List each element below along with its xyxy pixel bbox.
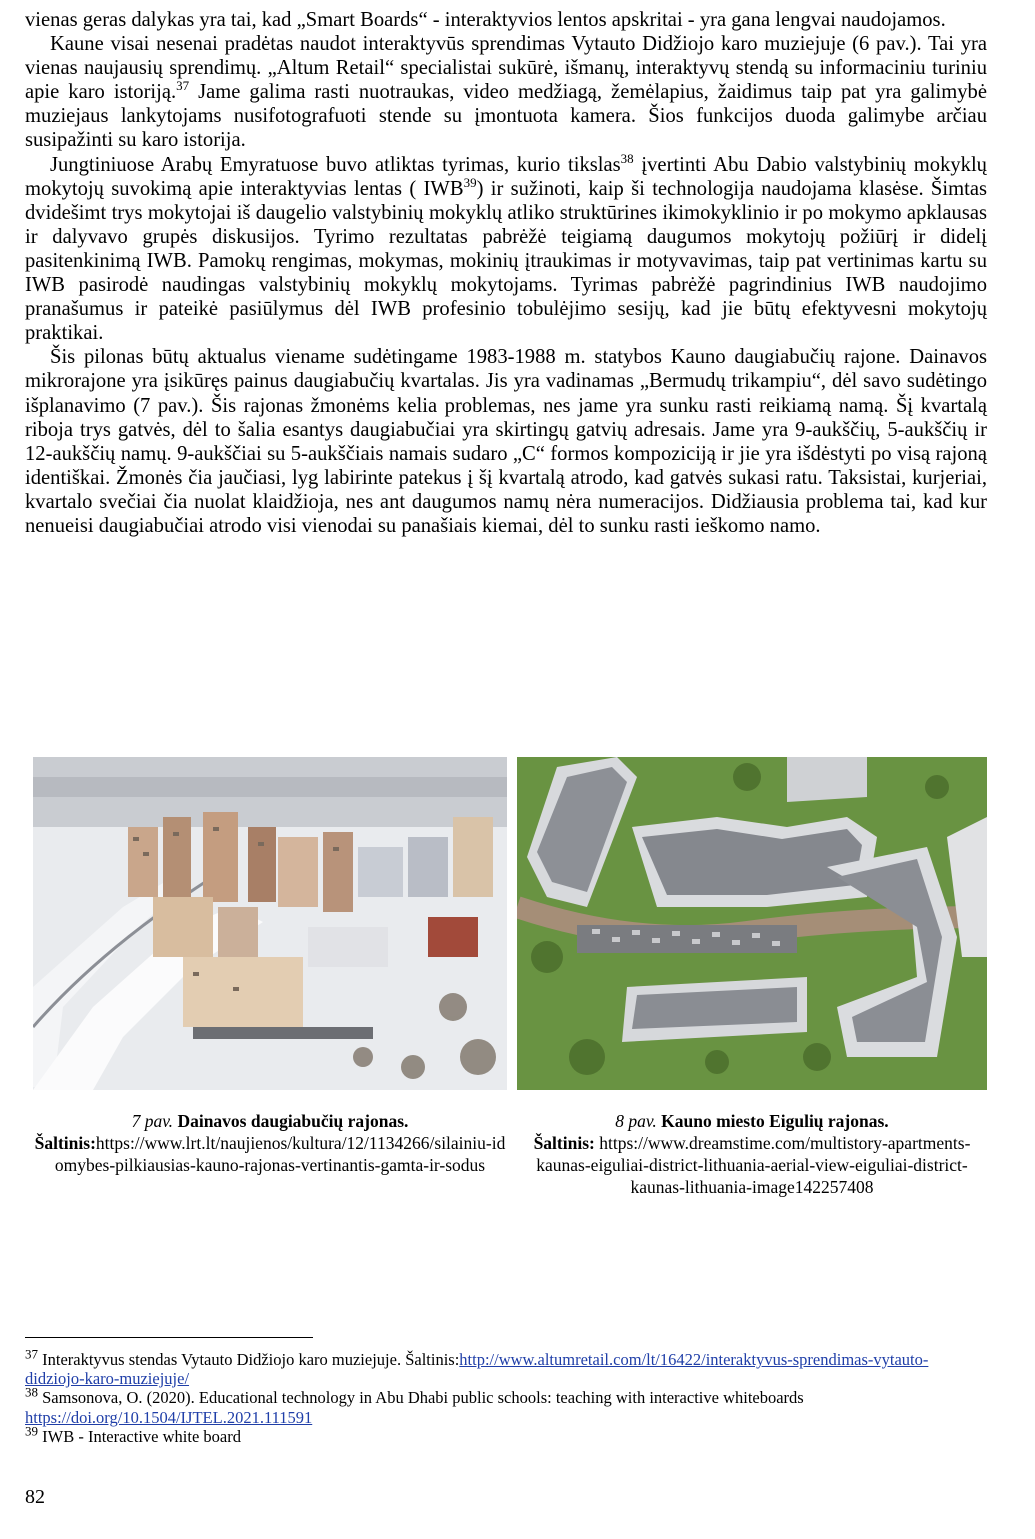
caption-7-title: Dainavos daugiabučių rajonas. <box>177 1111 409 1131</box>
paragraph-2-text-a: Kaune visai nesenai pradėtas naudot interaktyvūs sprendimas Vytauto Didžiojo karo muziejuje (6 pav.). Tai yra vienas naujausių sprendimų. „Altum Retail“ specialistai sukūrė, išmanų, interaktyvų stendą su informaciniu turiniu apie karo istoriją. <box>25 33 987 104</box>
paragraph-2 <box>25 32 987 152</box>
footnote-38 <box>25 1384 987 1427</box>
paragraph-1: vienas geras dalykas yra tai, kad „Smart Boards“ - interaktyvios lentos apskritai - yra gana lengvai naudojamos. <box>25 9 946 31</box>
caption-7-title-line <box>33 1110 507 1132</box>
footnote-38-text: Samsonova, O. (2020). Educational technology in Abu Dhabi public schools: teaching with interactive whiteboards <box>38 1388 804 1408</box>
footnotes <box>25 1346 987 1446</box>
figure-caption-7 <box>33 1110 507 1176</box>
caption-7-source-url: https://www.lrt.lt/naujienos/kultura/12/1134266/silainiu-idomybes-pilkiausias-kauno-rajonas-vertinantis-gamta-ir-sodus <box>54 1133 506 1175</box>
figure-eiguliai-photo <box>517 757 987 1090</box>
caption-7-source-line <box>33 1132 507 1176</box>
caption-8-source-label: Šaltinis: <box>533 1133 595 1153</box>
footnote-37-text: Interaktyvus stendas Vytauto Didžiojo karo muziejuje. Šaltinis: <box>38 1350 460 1369</box>
caption-8-title: Kauno miesto Eigulių rajonas. <box>661 1111 889 1131</box>
caption-8-source-line <box>517 1132 987 1198</box>
footnote-37 <box>25 1346 987 1389</box>
caption-8-source-url: https://www.dreamstime.com/multistory-apartments-kaunas-eiguliai-district-lithuania-aerial-view-eiguliai-district-kaunas-lithuania-image142257408 <box>536 1133 971 1197</box>
paragraph-4: Šis pilonas būtų aktualus viename sudėtingame 1983-1988 m. statybos Kauno daugiabučių rajone. Dainavos mikrorajone yra įsikūręs painus daugiabučių kvartalas. Jis yra vadinamas „Bermudų trikampiu“, dėl savo sudėtingo išplanavimo (7 pav.). Šis rajonas žmonėms kelia problemas, nes jame yra sunku rasti reikiamą namą. Šį kvartalą riboja trys gatvės, dėl to šalia esantys daugiabučiai yra skirtingų gatvių adresais. Jame yra 9-aukščių, 5-aukščių ir 12-aukščių namų. 9-aukščiai su 5-aukščiais namais sudaro „C“ formos kompoziciją ir jie yra išdėstyti po visą rajoną identiškai. Žmonės čia jaučiasi, lyg labirinte patekus į šį kvartalą atrodo, kad gatvės sukasi ratu. Taksistai, kurjeriai, kvartalo svečiai čia nuolat klaidžioja, nes ant daugumos namų nėra numeracijos. Didžiausia problema tai, kad kur nenueisi daugiabučiai atrodo visi vienodai su panašiais kiemai, dėl to sunku rasti ieškomo namo. <box>25 346 987 537</box>
footnote-separator <box>25 1337 313 1338</box>
footnote-37-number: 37 <box>25 1346 38 1362</box>
paragraph-3-text-b: įvertinti Abu Dabio valstybinių mokyklų mokytojų suvokimą apie interaktyvias lentas ( IWB <box>25 153 987 200</box>
caption-8-title-line <box>517 1110 987 1132</box>
footnote-39-number: 39 <box>25 1423 38 1439</box>
footnote-37-link[interactable]: http://www.altumretail.com/lt/16422/interaktyvus-sprendimas-vytauto-didziojo-karo-muziejuje/ <box>25 1350 929 1389</box>
paragraph-3 <box>25 150 987 346</box>
paragraph-3-text-c: ) ir sužinoti, kaip ši technologija naudojama klasėse. Šimtas dvidešimt trys mokytojai iš daugelio valstybinių mokyklų atliko struktūrines ikimokyklinio ir po mokymo apklausas ir dalyvavo grupės diskusijos. Tyrimo rezultatas pabrėžė teigiamą daugumos mokytojų požiūrį ir didelį pasitenkinimą IWB. Pamokų rengimas, mokymas, mokinių įtraukimas ir motyvavimas, taip pat vertinimas kartu su IWB pasirodė naudingas valstybinių mokyklų mokytojams. Tyrimas pabrėžė pagrindinius IWB naudojimo pranašumus ir pateikė pasiūlymus dėl IWB profesinio tobulėjimo sesijų, kad jie būtų efektyvesni mokytojų praktikai. <box>25 177 987 345</box>
footnote-39 <box>25 1423 987 1446</box>
paragraph-2-text-b: Jame galima rasti nuotraukas, video medžiagą, žemėlapius, žaidimus taip pat yra galimybė muziejaus lankytojams nusifotografuoti stende su įmontuota kamera. Šios funkcijos duoda galimybe arčiau susipažinti su karo istorija. <box>25 81 987 152</box>
eiguliai-aerial-image <box>517 757 987 1090</box>
footnote-39-text: IWB - Interactive white board <box>38 1426 241 1446</box>
caption-7-source-label: Šaltinis: <box>34 1133 96 1153</box>
footnote-38-number: 38 <box>25 1384 38 1400</box>
figure-dainavos-photo <box>33 757 507 1090</box>
body-text <box>25 8 987 538</box>
paragraph-3-text-a: Jungtiniuose Arabų Emyratuose buvo atliktas tyrimas, kurio tikslas <box>50 153 621 176</box>
page-number: 82 <box>25 1486 45 1508</box>
footnote-ref-38[interactable]: 38 <box>620 150 634 166</box>
footnote-38-link[interactable]: https://doi.org/10.1504/IJTEL.2021.111591 <box>25 1407 313 1427</box>
caption-7-number: 7 pav. <box>131 1111 174 1131</box>
caption-8-number: 8 pav. <box>615 1111 657 1131</box>
footnote-ref-37[interactable]: 37 <box>176 78 190 94</box>
footnote-ref-39[interactable]: 39 <box>463 174 477 190</box>
figure-caption-8 <box>517 1110 987 1198</box>
dainavos-aerial-image <box>33 757 507 1090</box>
